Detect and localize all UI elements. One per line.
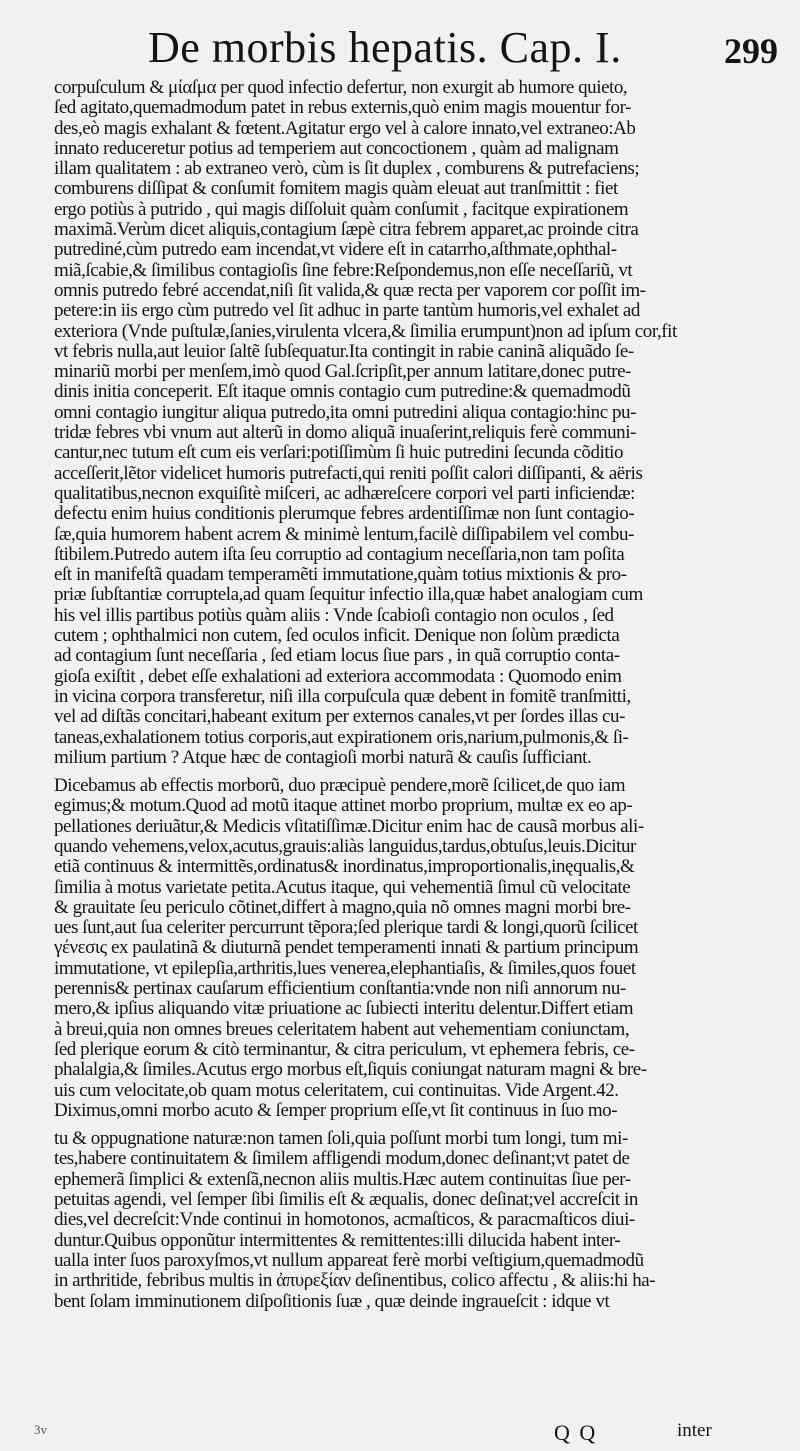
text-line: dinis initia conceperit. Eſt itaque omnis contagio cum putredine:& quemadmodũ	[54, 381, 631, 403]
text-line: ephemerã ſimplici & extenſã,necnon aliis multis.Hæc autem continuitas ſiue per-	[54, 1168, 631, 1190]
text-line: ues ſunt,aut ſua celeriter percurrunt tẽpora;ſed plerique tardi & longi,quorũ ſcilicet	[54, 917, 638, 939]
text-line: egimus;& motum.Quod ad motũ itaque attinet morbo proprium, multæ ex eo ap-	[54, 795, 633, 817]
text-line: pellationes deriuãtur,& Medicis vſitatiſſimæ.Dicitur enim hac de causã morbus ali-	[54, 815, 644, 837]
text-line: petuitas agendi, vel ſemper ſibi ſimilis eſt & æqualis, donec deſinat;vel accreſcit in	[54, 1189, 638, 1211]
text-line: illam qualitatem : ab extraneo verò, cùm is ſit duplex , comburens & putrefaciens;	[54, 158, 640, 180]
text-line: perennis& pertinax cauſarum efficientium conſtantia:vnde non niſi annorum nu-	[54, 978, 626, 1000]
page-footer	[0, 1420, 800, 1448]
text-line: immutatione, vt epilepſia,arthritis,lues venerea,elephantiaſis, & ſimiles,quos fouet	[54, 957, 636, 979]
body-text	[54, 78, 734, 1312]
text-line: petere:in iis ergo cùm putredo vel ſit adhuc in parte tantùm humoris,vel exhalet ad	[54, 300, 640, 322]
text-line: minariũ morbi per menſem,imò quod Gal.ſcripſit,per annum latitare,donec putre-	[54, 361, 631, 383]
text-line: cantur,nec tutum eſt cum eis verſari:potiſſimùm ſi huic putredini ſecunda cõditio	[54, 442, 624, 464]
text-line: omnis putredo febré accendat,niſi ſit valida,& quæ recta per vaporem cor poſſit im-	[54, 279, 646, 301]
text-line: his vel illis partibus potiùs quàm aliis : Vnde ſcabioſi contagio non oculos , ſed	[54, 604, 614, 626]
text-line: ſæ,quia humorem habent acrem & minimè lentum,facilè diſſipabilem vel combu-	[54, 523, 634, 545]
text-line: vel ad diſtãs concitari,habeant exitum per externos canales,vt per ſordes illas cu-	[54, 706, 625, 728]
text-line: uis cum velocitate,ob quam motus celeritatem, cui continuitas. Vide Argent.42.	[54, 1079, 619, 1101]
text-line: innato reduceretur potius ad temperiem aut concoctionem , quàm ad malignam	[54, 137, 619, 159]
text-line: in arthritide, febribus multis in ἀπυρεξίαν deſinentibus, colico affectu , & aliis:hi ha-	[54, 1270, 656, 1292]
text-line: miã,ſcabie,& ſimilibus contagioſis ſine febre:Reſpondemus,non eſſe neceſſariũ, vt	[54, 259, 633, 281]
text-line: quando vehemens,velox,acutus,grauis:aliàs languidus,tardus,obtuſus,leuis.Dicitur	[54, 835, 636, 857]
running-title: De morbis hepatis. Cap. I.	[148, 23, 622, 72]
text-line: comburens diſſipat & conſumit fomitem magis quàm eleuat aut tranſmittit : fiet	[54, 178, 618, 200]
text-line: tes,habere continuitatem & ſimilem affligendi modum,donec deſinant;vt patet de	[54, 1148, 630, 1170]
page-number: 299	[724, 31, 778, 71]
text-line: ſtibilem.Putredo autem iſta ſeu corruptio ad contagium neceſſaria,non tam poſita	[54, 543, 625, 565]
text-line: duntur.Quibus opponũtur intermittentes & remittentes:illi dilucida habent inter-	[54, 1229, 621, 1251]
text-line: corpuſculum & μίαſμα per quod infectio defertur, non exurgit ab humore quieto,	[54, 77, 628, 98]
text-line: omni contagio iungitur aliqua putredo,ita omni putredini aliqua contagio:hinc pu-	[54, 401, 636, 423]
text-line: exteriora (Vnde puſtulæ,ſanies,virulenta vlcera,& ſimilia erumpunt)non ad ipſum cor,fit	[54, 320, 677, 342]
catchword: inter	[677, 1420, 712, 1441]
text-line: bent ſolam imminutionem diſpoſitionis ſuæ , quæ deinde ingraueſcit : idque vt	[54, 1290, 610, 1312]
text-line: priæ ſubſtantiæ corruptela,ad quam ſequitur infectio illa,quæ habet analogiam cum	[54, 584, 643, 606]
text-line: ſimilia à motus varietate petita.Acutus itaque, qui vehementiã ſimul cũ velocitate	[54, 876, 631, 898]
text-line: ſed agitato,quemadmodum patet in rebus externis,quò enim magis mouentur for-	[54, 97, 631, 119]
page-header	[0, 14, 800, 76]
text-line: tu & oppugnatione naturæ:non tamen ſoli,quia poſſunt morbi tum longi, tum mi-	[54, 1128, 628, 1150]
text-line: acceſſerit,lẽtor videlicet humoris putrefacti,qui reniti poſſit calori diſſipanti, & aëris	[54, 462, 643, 484]
text-line: mero,& ipſius aliquando vitæ priuatione ac ſubiecti interitu delentur.Differt etiam	[54, 998, 634, 1020]
text-line: cutem ; ophthalmici non cutem, ſed oculos inficit. Denique non ſolùm prædicta	[54, 625, 620, 647]
text-line: tridæ febres vbi vnum aut alterũ in domo aliquã inuaſerint,reliquis ferè communi-	[54, 422, 636, 444]
text-line: qualitatibus,necnon exquiſitè miſceri, ac adhæreſcere corpori vel parti inficiendæ:	[54, 482, 635, 504]
text-line: dies,vel decreſcit:Vnde continui in homotonos, acmaſticos, & paracmaſticos diui-	[54, 1209, 635, 1231]
text-line: defectu enim huius conditionis plerumque febres ardentiſſimæ non ſunt contagio-	[54, 503, 635, 525]
text-line: à breui,quia non omnes breues celeritatem habent aut vehementiam coniunctam,	[54, 1018, 630, 1040]
text-line: vt febris nulla,aut leuior ſaltẽ ſubſequatur.Ita contingit in rabie caninã aliquãdo ſe-	[54, 340, 634, 362]
text-line: ergo potiùs à putrido , qui magis diſſoluit quàm conſumit , facitque expirationem	[54, 198, 629, 220]
text-line: Diximus,omni morbo acuto & ſemper proprium eſſe,vt ſit continuus in ſuo mo-	[54, 1099, 618, 1121]
text-line: putrediné,cùm putredo eam incendat,vt videre eſt in catarrho,aſthmate,ophthal-	[54, 239, 617, 261]
text-line: milium partium ? Atque hæc de contagioſi morbi naturã & cauſis ſufficiant.	[54, 746, 592, 768]
text-line: Dicebamus ab effectis morborũ, duo præcipuè pendere,morẽ ſcilicet,de quo iam	[54, 775, 626, 797]
text-line: etiã continuus & intermittẽs,ordinatus& inordinatus,improportionalis,inęqualis,&	[54, 856, 635, 878]
text-line: ualla inter ſuos paroxyſmos,vt nullum appareat ferè morbi veſtigium,quemadmodũ	[54, 1249, 644, 1271]
signature-mark: Q Q	[554, 1420, 598, 1445]
marginal-mark: 3v	[34, 1422, 47, 1437]
text-line: phalalgia,& ſimiles.Acutus ergo morbus eſt,ſiquis coniungat naturam magni & bre-	[54, 1059, 647, 1081]
text-line: ſed plerique eorum & citò terminantur, & citra periculum, vt ephemera febris, ce-	[54, 1038, 635, 1060]
text-line: in vicina corpora transferetur, niſi illa corpuſcula quæ debent in fomitẽ tranſmitti,	[54, 685, 631, 707]
text-line: eſt in manifeſtã quadam temperamẽti immutatione,quàm totius mixtionis & pro-	[54, 564, 627, 586]
text-line: gioſa exiſtit , debet eſſe exhalationi ad exteriora accommodata : Quomodo enim	[54, 665, 622, 687]
text-line: ad contagium ſunt neceſſaria , ſed etiam locus ſiue pars , in quã corruptio conta-	[54, 645, 620, 667]
text-line: taneas,exhalationem totius corporis,aut expirationem oris,narium,pulmonis,& ſi-	[54, 726, 629, 748]
text-line: & grauitate ſeu periculo cõtinet,differt à magno,quia nõ omnes magni morbi bre-	[54, 896, 631, 918]
text-line: maximã.Verùm dicet aliquis,contagium ſæpè citra febrem apparet,ac proinde citra	[54, 219, 639, 241]
text-line: γένεσις ex paulatinã & diuturnã pendet temperamenti innati & partium principum	[54, 937, 639, 959]
text-line: des,eò magis exhalant & fœtent.Agitatur ergo vel à calore innato,vel extraneo:Ab	[54, 117, 636, 139]
